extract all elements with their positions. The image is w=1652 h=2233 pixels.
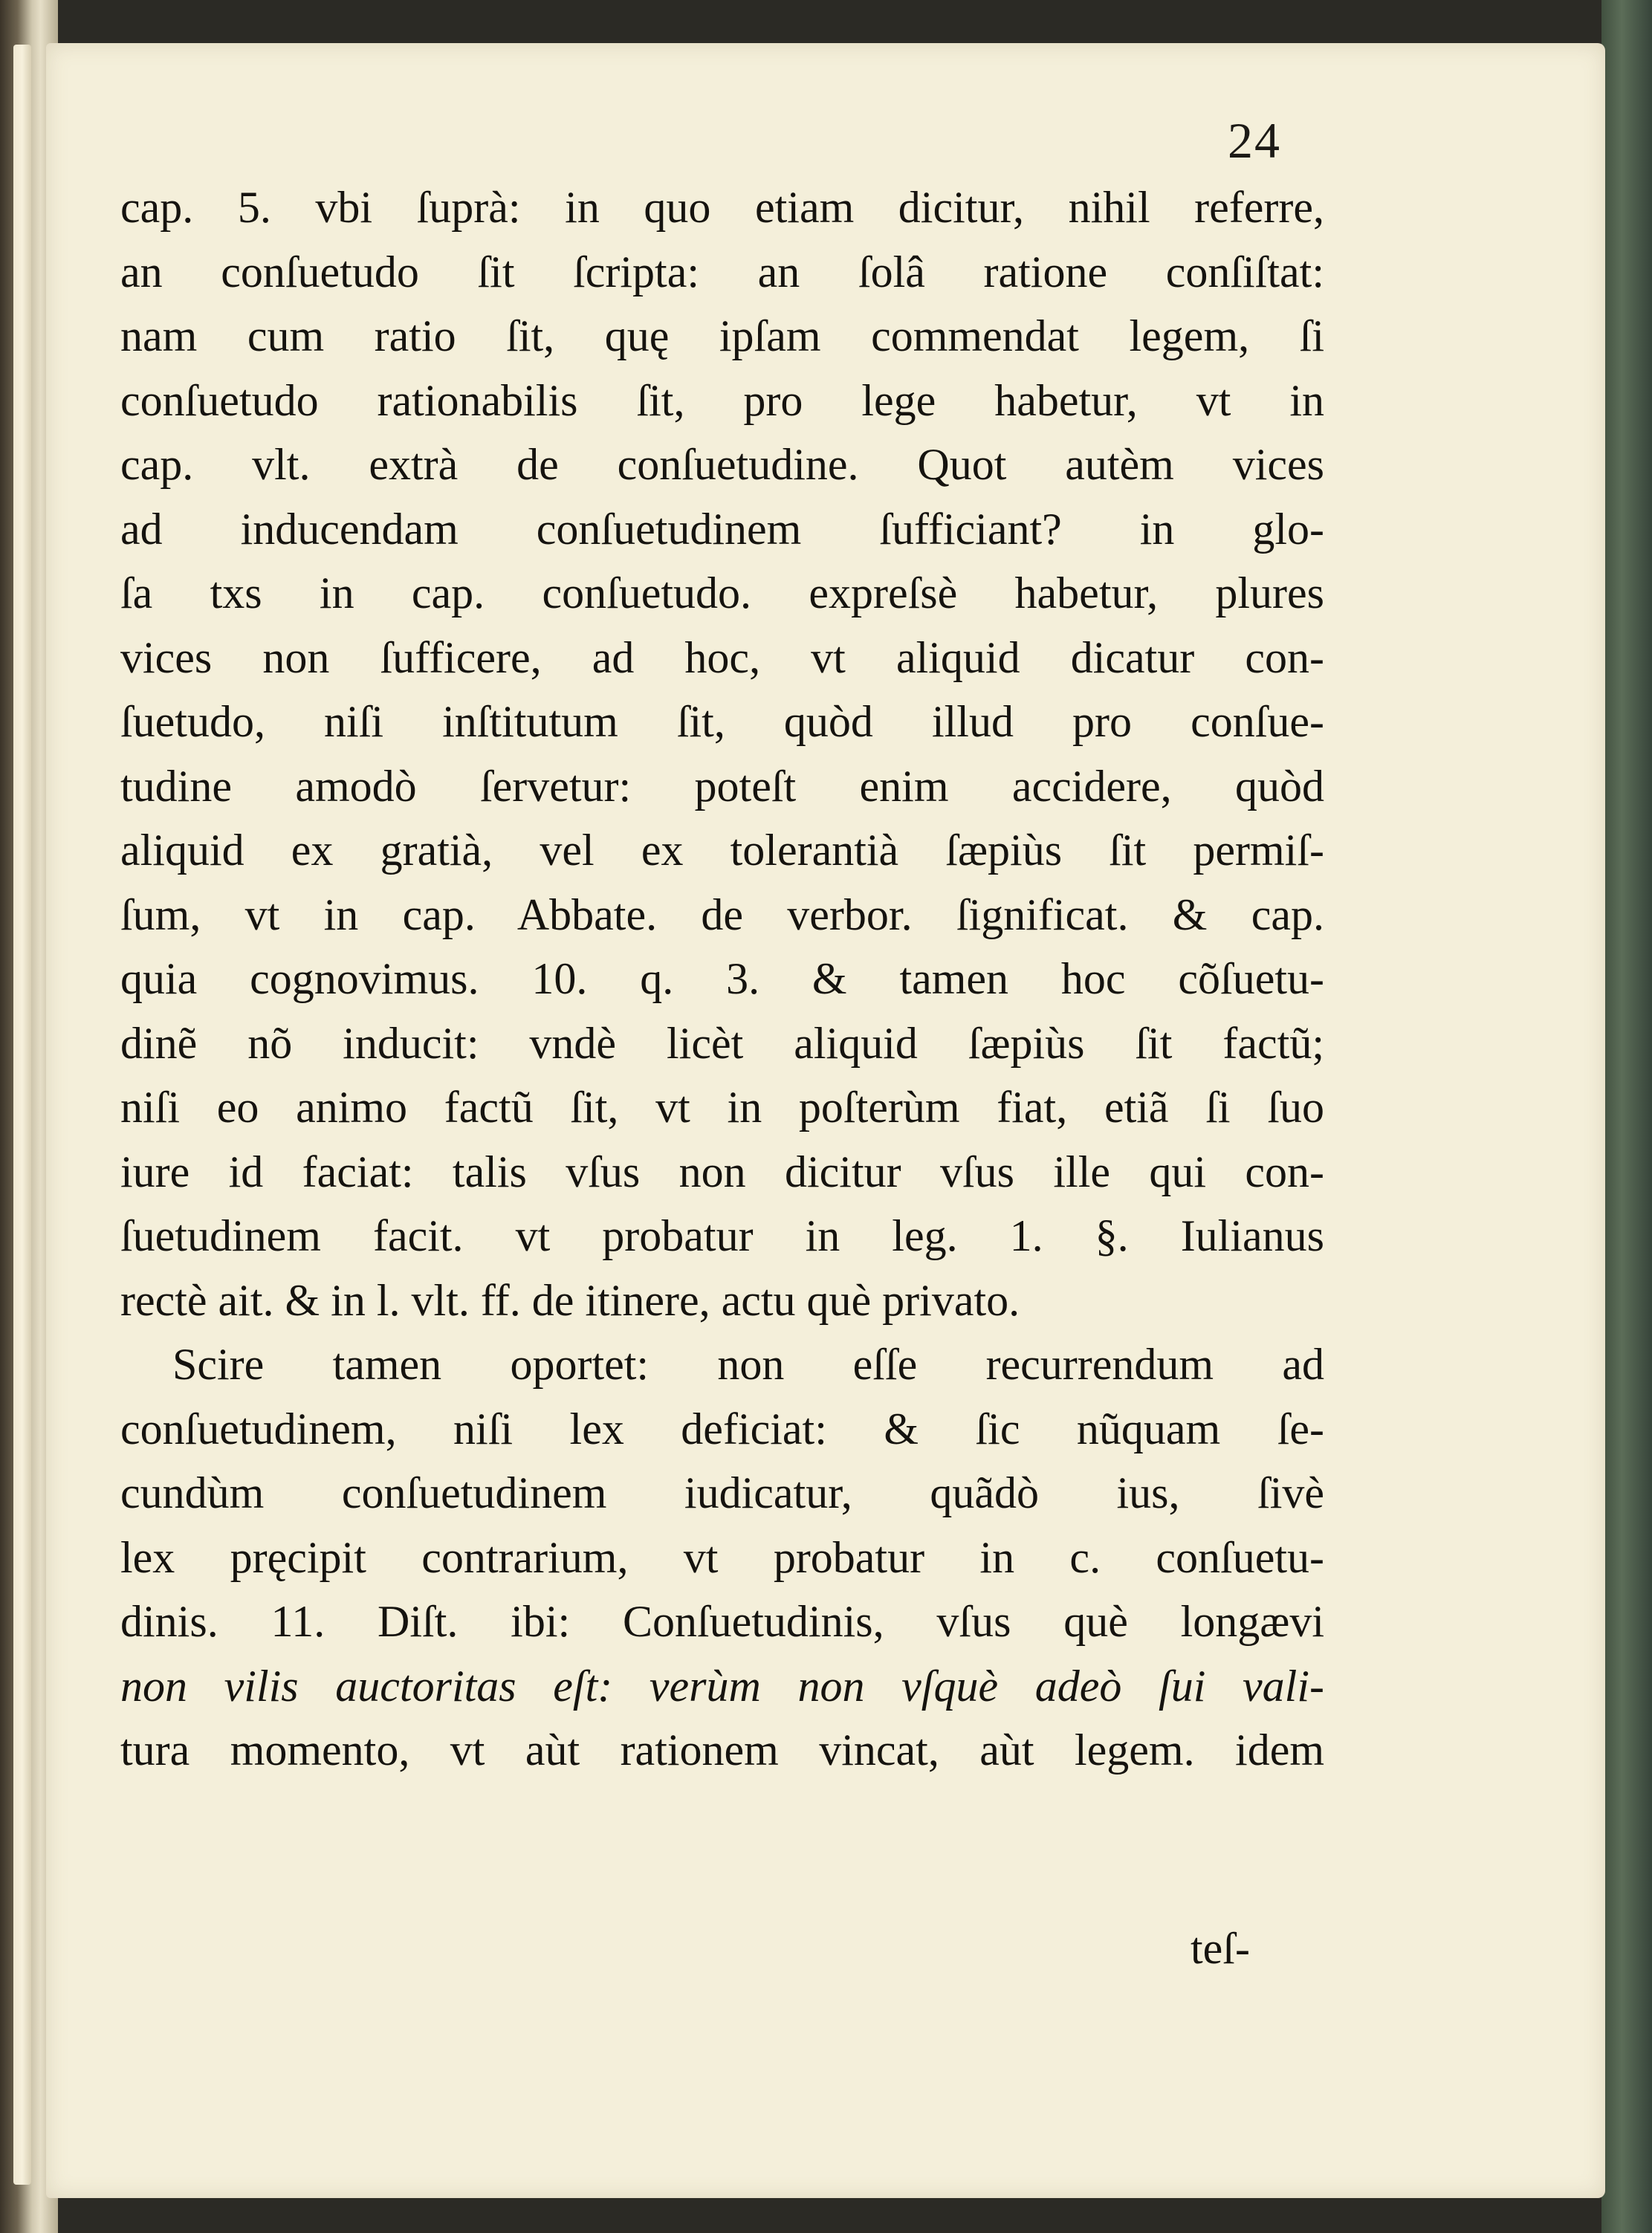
text-line: quia cognovimus. 10. q. 3. & tamen hoc cõſuetu- — [120, 954, 1324, 1003]
text-line: cundùm conſuetudinem iudicatur, quãdò ius, ſivè — [120, 1468, 1324, 1517]
text-line: vices non ſufficere, ad hoc, vt aliquid dicatur con- — [120, 632, 1324, 682]
text-line: niſi eo animo factũ ſit, vt in poſterùm fiat, etiã ſi ſuo — [120, 1083, 1324, 1132]
catchword: teſ- — [1191, 1924, 1250, 1973]
facing-page-strip — [13, 45, 31, 2185]
text-line: rectè ait. & in l. vlt. ff. de itinere, actu què privato. — [120, 1275, 1020, 1325]
text-line: iure id faciat: talis vſus non dicitur vſus ille qui con- — [120, 1147, 1324, 1196]
text-line: conſuetudinem, niſi lex deficiat: & ſic nũquam ſe- — [120, 1404, 1324, 1453]
text-line: tura momento, vt aùt rationem vincat, aùt legem. idem — [120, 1725, 1324, 1775]
book-page — [46, 43, 1605, 2198]
text-line: ſuetudo, niſi inſtitutum ſit, quòd illud pro conſue- — [120, 697, 1324, 746]
text-line: dinẽ nõ inducit: vndè licèt aliquid ſæpiùs ſit factũ; — [120, 1018, 1324, 1068]
text-line: tudine amodò ſervetur: poteſt enim accidere, quòd — [120, 761, 1324, 811]
text-line: an conſuetudo ſit ſcripta: an ſolâ ratione conſiſtat: — [120, 247, 1324, 296]
page-text-block — [120, 175, 1324, 1783]
text-line: dinis. 11. Diſt. ibi: Conſuetudinis, vſus què longævi — [120, 1597, 1324, 1646]
text-line: ſuetudinem facit. vt probatur in leg. 1. §. Iulianus — [120, 1211, 1324, 1260]
text-line: cap. vlt. extrà de conſuetudine. Quot autèm vices — [120, 440, 1324, 489]
text-line: ſa txs in cap. conſuetudo. expreſsè habetur, plures — [120, 568, 1324, 618]
text-line: ſum, vt in cap. Abbate. de verbor. ſignificat. & cap. — [120, 889, 1324, 939]
book-binding — [1601, 0, 1652, 2233]
text-line: lex pręcipit contrarium, vt probatur in c. conſuetu- — [120, 1532, 1324, 1582]
text-line: conſuetudo rationabilis ſit, pro lege habetur, vt in — [120, 375, 1324, 425]
italic-quote-line: non vilis auctoritas eſt: verùm non vſquè adeò ſui vali- — [120, 1661, 1324, 1711]
text-line: nam cum ratio ſit, quę ipſam commendat legem, ſi — [120, 311, 1324, 360]
page-number: 24 — [1228, 112, 1281, 169]
text-line: cap. 5. vbi ſuprà: in quo etiam dicitur, nihil referre, — [120, 183, 1324, 232]
text-line: ad inducendam conſuetudinem ſufficiant? in glo- — [120, 504, 1324, 554]
paragraph-start-line: Scire tamen oportet: non eſſe recurrendum ad — [172, 1340, 1324, 1389]
text-line: aliquid ex gratià, vel ex tolerantià ſæpiùs ſit permiſ- — [120, 826, 1324, 875]
